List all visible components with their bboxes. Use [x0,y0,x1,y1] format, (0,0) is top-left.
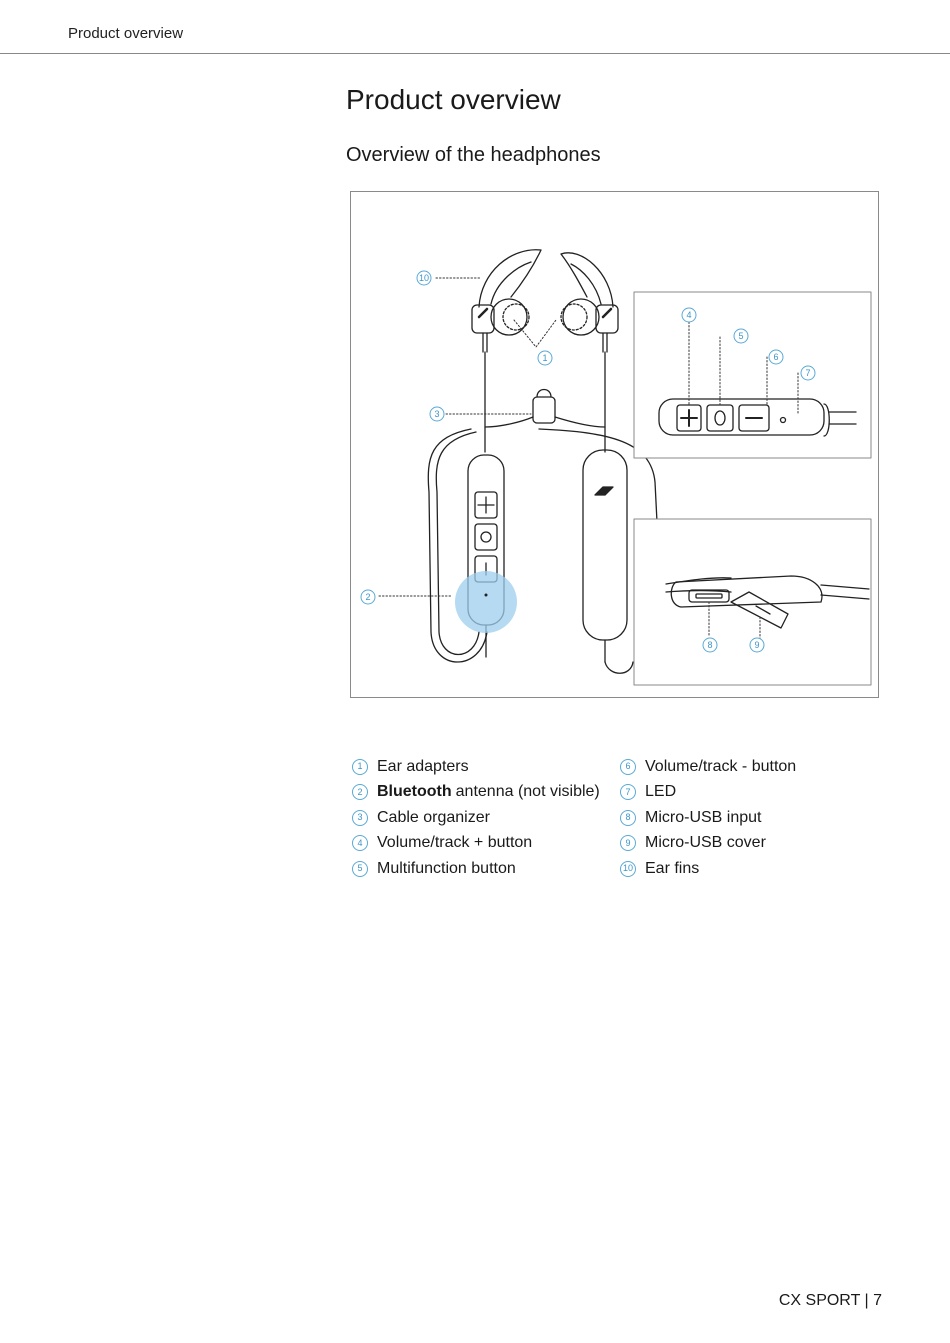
battery-pod [583,450,633,673]
callout-2: 2 [365,592,371,602]
parts-legend [352,756,872,879]
callout-1: 1 [542,353,548,363]
legend-item [620,807,872,828]
legend-label: antenna (not visible) [455,783,600,800]
legend-number: 4 [352,835,368,851]
legend-item [352,807,620,828]
legend-label: LED [645,783,677,800]
legend-label: Multifunction button [377,859,516,877]
legend-item [352,756,620,777]
callout-10: 10 [418,273,430,283]
section-title: Overview of the headphones [346,144,601,166]
legend-label: Micro-USB input [645,808,762,826]
running-header: Product overview [68,25,184,42]
legend-number: 10 [620,861,636,877]
legend-number: 3 [352,810,368,826]
legend-label: Volume/track - button [645,757,797,775]
callout-5: 5 [738,331,744,341]
legend-item [352,782,620,803]
callout-6: 6 [773,352,779,362]
legend-number: 9 [620,835,636,851]
callout-9: 9 [754,640,760,650]
legend-item [352,833,620,854]
callout-7: 7 [805,368,811,378]
legend-number: 1 [352,759,368,775]
legend-label: Ear fins [645,859,700,877]
page-footer: CX SPORT | 7 [778,1292,882,1309]
callout-8: 8 [707,640,713,650]
legend-item [620,858,872,879]
legend-number: 7 [620,784,636,800]
legend-item [352,858,620,879]
legend-label: Volume/track + button [377,834,533,851]
legend-item [620,782,872,803]
remote-detail-inset [634,292,871,458]
usb-detail-inset [634,519,871,685]
cable-organizer [485,390,605,428]
legend-item [620,833,872,854]
headphones-diagram [350,191,879,698]
legend-number: 6 [620,759,636,775]
right-earbud [561,253,618,452]
legend-number: 8 [620,810,636,826]
legend-label: Cable organizer [377,808,490,826]
legend-label: Ear adapters [377,757,469,775]
left-earbud [472,250,541,452]
headphones-illustration [351,192,880,699]
page-title: Product overview [346,84,561,115]
callout-4: 4 [686,310,692,320]
header-divider [0,53,950,54]
legend-item [620,756,872,777]
legend-label: Micro-USB cover [645,834,766,851]
legend-bold-term: Bluetooth [377,783,452,800]
antenna-highlight [455,571,517,633]
legend-number: 2 [352,784,368,800]
callout-3: 3 [434,409,440,419]
legend-number: 5 [352,861,368,877]
